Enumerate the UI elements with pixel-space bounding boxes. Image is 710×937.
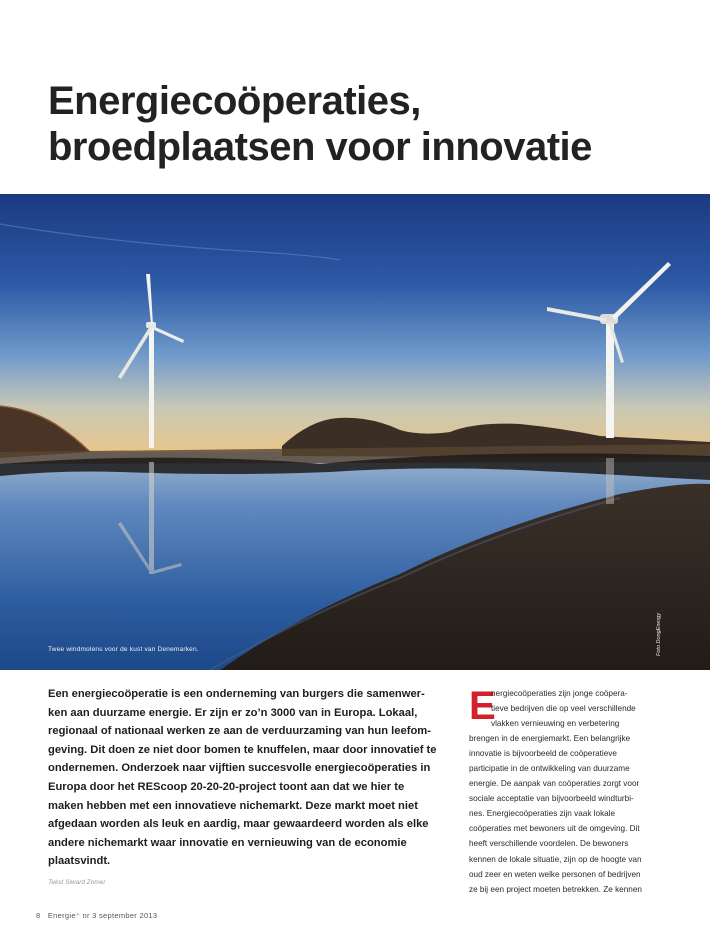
page-number: 8 (36, 911, 41, 920)
wind-turbines-photo (0, 194, 710, 670)
intro-line: ken aan duurzame energie. Er zijn er zo’n 3000 van in Europa. Lokaal, (48, 706, 418, 719)
body-line: ze bij een project moeten betrekken. Ze kennen (469, 884, 642, 894)
title-line-2: broedplaatsen voor innovatie (48, 125, 592, 169)
intro-line: afgedaan worden als leuk en aardig, maar gewaardeerd worden als elke (48, 818, 429, 831)
page-footer (36, 911, 162, 920)
body-line: energie. De aanpak van coöperaties zorgt voor (469, 779, 640, 789)
body-line: coöperaties met bewoners uit de omgeving. Dit (469, 824, 640, 834)
intro-line: geving. Dit doen ze niet door bomen te knuffelen, maar door innovatief te (48, 743, 437, 756)
intro-paragraph (48, 685, 450, 871)
body-line: oud zeer en weten welke personen of bedrijven (469, 869, 641, 879)
body-line: sociale acceptatie van bijvoorbeeld windturbi- (469, 794, 634, 804)
body-line: brengen in de energiemarkt. Een belangrijke (469, 734, 631, 744)
drop-cap: E (469, 684, 496, 728)
author-credit: Tekst Siward Zomer (48, 879, 106, 886)
intro-line: maken hebben met een innovatieve nichemarkt. Deze markt moet niet (48, 799, 418, 812)
intro-line: plaatsvindt. (48, 855, 111, 868)
title-line-1: Energiecoöperaties, (48, 79, 421, 123)
intro-line: regionaal of nationaal werken ze aan de verduurzaming van hun leefom- (48, 725, 431, 738)
body-column (469, 686, 665, 897)
intro-line: Europa door het REScoop 20-20-20-project toont aan dat we hier te (48, 780, 405, 793)
body-line: tieve bedrijven die op veel verschillende (491, 704, 636, 714)
photo-credit: Foto DongEnergy (656, 612, 662, 656)
body-line: participatie in de ontwikkeling van duurzame (469, 764, 630, 774)
intro-line: ondernemen. Onderzoek naar vijftien succesvolle energiecoöperaties in (48, 762, 431, 775)
body-line: heeft verschillende voordelen. De bewoners (469, 839, 629, 849)
article-title (48, 78, 688, 170)
body-line: kennen de lokale situatie, zijn op de hoogte van (469, 854, 642, 864)
intro-line: Een energiecoöperatie is een onderneming van burgers die samenwer- (48, 688, 425, 700)
photo-caption: Twee windmolens voor de kust van Denemarken. (48, 646, 199, 653)
body-line: nes. Energiecoöperaties zijn vaak lokale (469, 809, 616, 819)
body-line: vlakken vernieuwing en verbetering (491, 719, 620, 729)
intro-line: andere nichemarkt waar innovatie en vernieuwing van de economie (48, 836, 407, 849)
body-line: nergiecoöperaties zijn jonge coöpera- (491, 689, 628, 698)
body-line: innovatie is bijvoorbeeld de coöperatieve (469, 749, 617, 759)
wind-turbine-right-reflection (606, 458, 614, 504)
magazine-issue: Energie⁺ nr 3 september 2013 (47, 911, 158, 920)
